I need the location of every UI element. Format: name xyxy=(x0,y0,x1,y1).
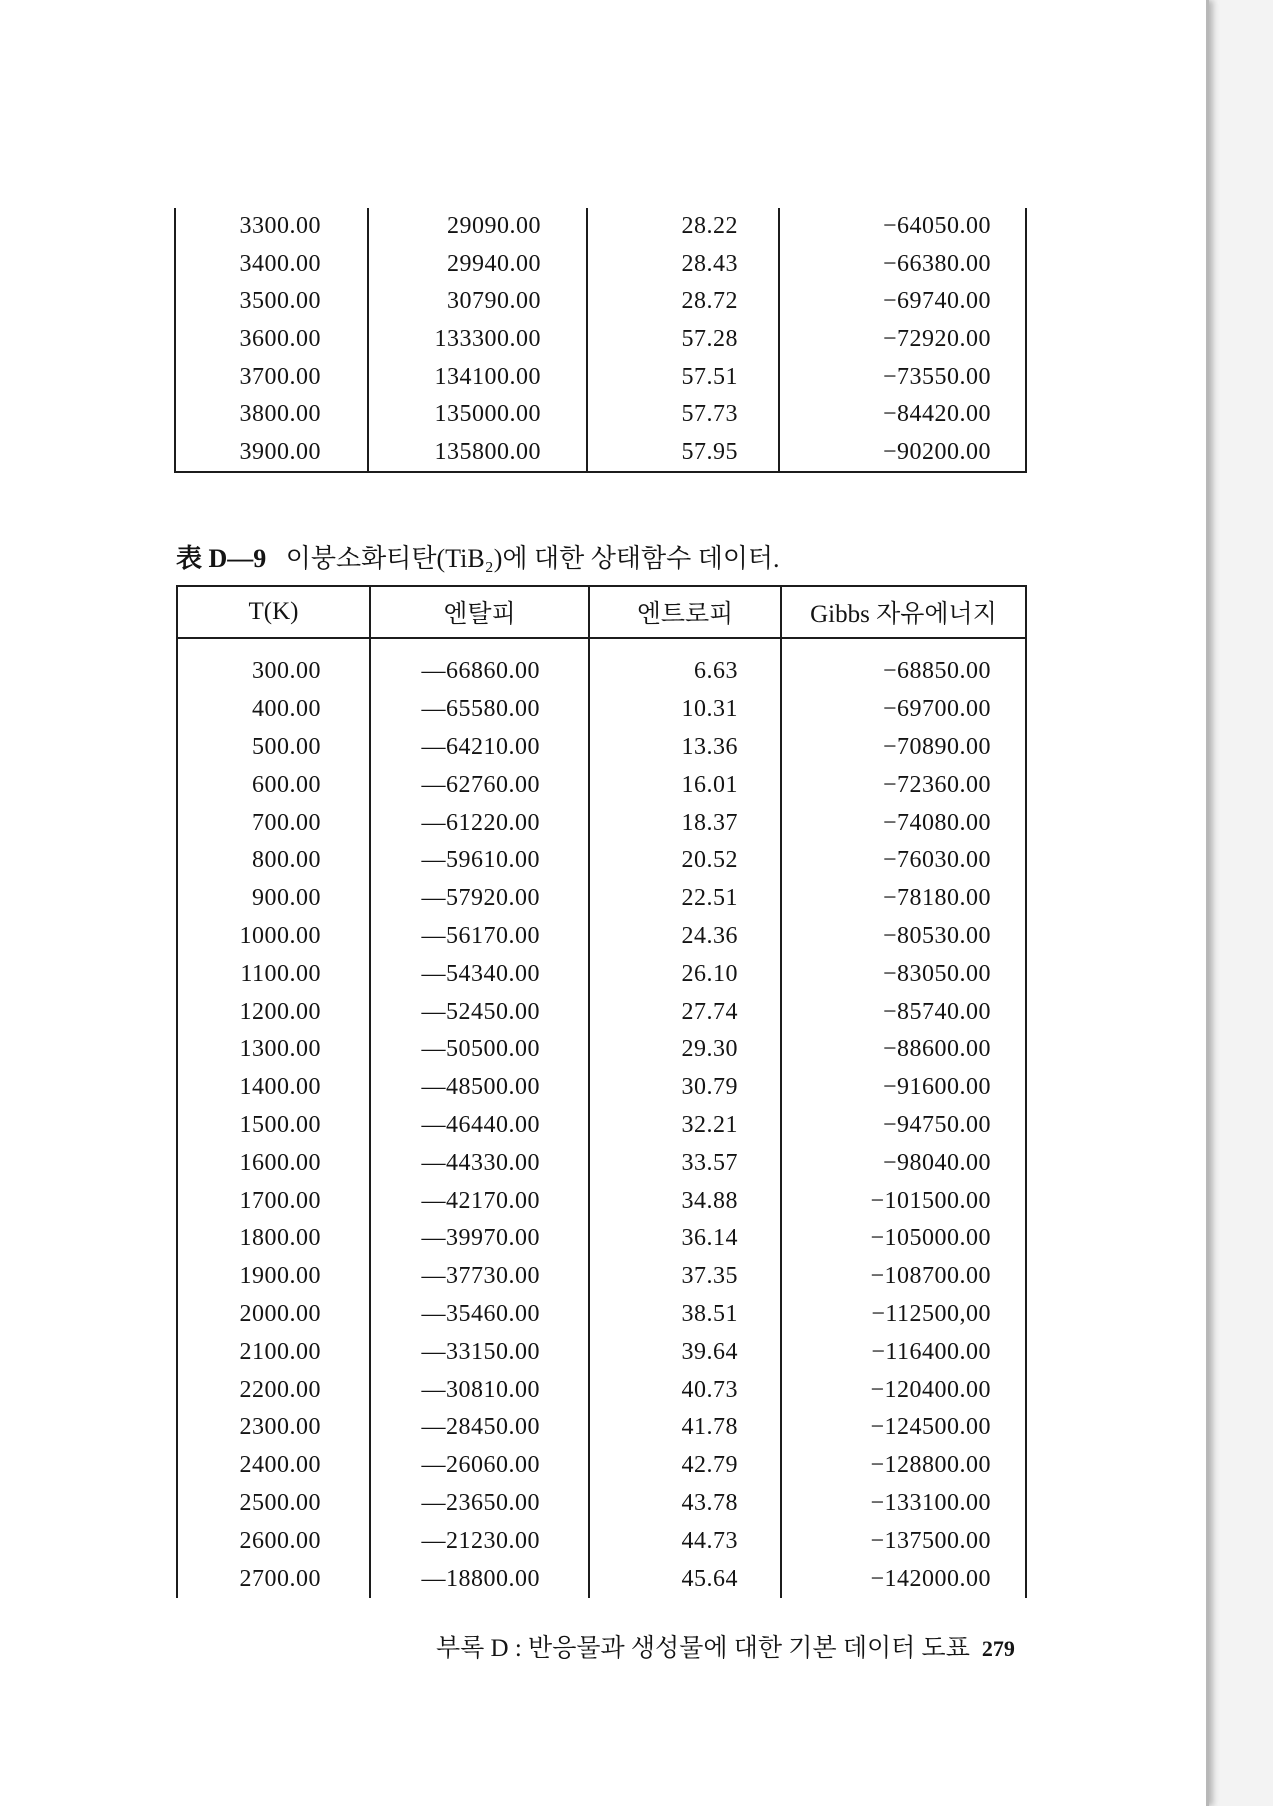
table-row xyxy=(177,1296,1026,1334)
table-row xyxy=(177,880,1026,918)
footer-text: 부록 D : 반응물과 생성물에 대한 기본 데이터 도표 xyxy=(436,1635,970,1662)
enthalpy-cell: 29090.00 xyxy=(368,208,587,246)
temperature-cell: 700.00 xyxy=(177,804,370,842)
top-data-table xyxy=(174,208,1027,473)
temperature-cell: 2300.00 xyxy=(177,1409,370,1447)
table-row xyxy=(175,358,1026,396)
gibbs-cell: −98040.00 xyxy=(882,1149,991,1176)
enthalpy-cell: —57920.00 xyxy=(370,880,589,918)
caption-label: 表 D—9 xyxy=(176,544,267,573)
header-temperature: T(K) xyxy=(177,586,370,638)
gibbs-cell: −78180.00 xyxy=(882,885,991,912)
temperature-cell: 600.00 xyxy=(177,766,370,804)
enthalpy-cell: —30810.00 xyxy=(370,1371,589,1409)
gibbs-cell: −94750.00 xyxy=(882,1111,991,1138)
entropy-cell: 29.30 xyxy=(589,1031,781,1069)
enthalpy-cell: —23650.00 xyxy=(370,1485,589,1523)
entropy-cell: 16.01 xyxy=(589,766,781,804)
enthalpy-cell: 135000.00 xyxy=(368,396,587,434)
entropy-cell: 57.95 xyxy=(587,434,779,473)
gibbs-cell: −105000.00 xyxy=(870,1225,991,1252)
gibbs-cell: −128800.00 xyxy=(870,1452,991,1479)
enthalpy-cell: —28450.00 xyxy=(370,1409,589,1447)
gibbs-cell: −69740.00 xyxy=(882,288,991,315)
gibbs-cell: −70890.00 xyxy=(882,733,991,760)
header-entropy: 엔트로피 xyxy=(589,586,781,638)
caption-text: 이붕소화티탄(TiB₂)에 대한 상태함수 데이터. xyxy=(285,544,780,573)
table-row xyxy=(177,804,1026,842)
temperature-cell: 1400.00 xyxy=(177,1069,370,1107)
entropy-cell: 13.36 xyxy=(589,729,781,767)
header-enthalpy: 엔탈피 xyxy=(370,586,589,638)
temperature-cell: 1000.00 xyxy=(177,918,370,956)
table-row xyxy=(177,1031,1026,1069)
gibbs-cell: −124500.00 xyxy=(870,1414,991,1441)
tib2-data-table xyxy=(176,585,1027,1598)
enthalpy-cell: —42170.00 xyxy=(370,1182,589,1220)
main-table-body xyxy=(177,638,1026,1598)
temperature-cell: 2600.00 xyxy=(177,1522,370,1560)
entropy-cell: 45.64 xyxy=(589,1560,781,1598)
gibbs-cell: −68850.00 xyxy=(882,658,991,685)
temperature-cell: 900.00 xyxy=(177,880,370,918)
enthalpy-cell: —37730.00 xyxy=(370,1258,589,1296)
enthalpy-cell: 133300.00 xyxy=(368,321,587,359)
gibbs-cell: −90200.00 xyxy=(882,438,991,465)
temperature-cell: 2100.00 xyxy=(177,1333,370,1371)
temperature-cell: 1600.00 xyxy=(177,1144,370,1182)
temperature-cell: 3500.00 xyxy=(175,283,368,321)
entropy-cell: 33.57 xyxy=(589,1144,781,1182)
temperature-cell: 3700.00 xyxy=(175,358,368,396)
enthalpy-cell: —26060.00 xyxy=(370,1447,589,1485)
temperature-cell: 2700.00 xyxy=(177,1560,370,1598)
enthalpy-cell: —39970.00 xyxy=(370,1220,589,1258)
enthalpy-cell: —52450.00 xyxy=(370,993,589,1031)
entropy-cell: 41.78 xyxy=(589,1409,781,1447)
enthalpy-cell: —59610.00 xyxy=(370,842,589,880)
table-row xyxy=(177,1371,1026,1409)
header-gibbs: Gibbs 자유에너지 xyxy=(781,586,1026,638)
temperature-cell: 1800.00 xyxy=(177,1220,370,1258)
enthalpy-cell: —65580.00 xyxy=(370,691,589,729)
temperature-cell: 1200.00 xyxy=(177,993,370,1031)
table-row xyxy=(177,766,1026,804)
page-footer xyxy=(436,1628,1015,1664)
entropy-cell: 26.10 xyxy=(589,955,781,993)
enthalpy-cell: —18800.00 xyxy=(370,1560,589,1598)
gibbs-cell: −84420.00 xyxy=(882,401,991,428)
entropy-cell: 43.78 xyxy=(589,1485,781,1523)
gibbs-cell: −80530.00 xyxy=(882,922,991,949)
entropy-cell: 20.52 xyxy=(589,842,781,880)
enthalpy-cell: 135800.00 xyxy=(368,434,587,473)
table-row xyxy=(177,1182,1026,1220)
page-number: 279 xyxy=(981,1636,1015,1661)
enthalpy-cell: —46440.00 xyxy=(370,1107,589,1145)
gibbs-cell: −112500,00 xyxy=(871,1300,991,1327)
enthalpy-cell: —61220.00 xyxy=(370,804,589,842)
entropy-cell: 42.79 xyxy=(589,1447,781,1485)
gibbs-cell: −116400.00 xyxy=(871,1338,991,1365)
enthalpy-cell: —44330.00 xyxy=(370,1144,589,1182)
temperature-cell: 1300.00 xyxy=(177,1031,370,1069)
gibbs-cell: −72920.00 xyxy=(882,326,991,353)
table-row xyxy=(177,842,1026,880)
table-row xyxy=(175,246,1026,284)
gibbs-cell: −85740.00 xyxy=(882,998,991,1025)
entropy-cell: 57.73 xyxy=(587,396,779,434)
entropy-cell: 28.72 xyxy=(587,283,779,321)
entropy-cell: 38.51 xyxy=(589,1296,781,1334)
entropy-cell: 24.36 xyxy=(589,918,781,956)
entropy-cell: 57.28 xyxy=(587,321,779,359)
temperature-cell: 3600.00 xyxy=(175,321,368,359)
entropy-cell: 18.37 xyxy=(589,804,781,842)
spacer-row xyxy=(177,638,1026,653)
temperature-cell: 1100.00 xyxy=(177,955,370,993)
gibbs-cell: −101500.00 xyxy=(870,1187,991,1214)
temperature-cell: 3300.00 xyxy=(175,208,368,246)
temperature-cell: 3900.00 xyxy=(175,434,368,473)
enthalpy-cell: —21230.00 xyxy=(370,1522,589,1560)
temperature-cell: 400.00 xyxy=(177,691,370,729)
enthalpy-cell: 29940.00 xyxy=(368,246,587,284)
temperature-cell: 1500.00 xyxy=(177,1107,370,1145)
table-row xyxy=(177,691,1026,729)
temperature-cell: 500.00 xyxy=(177,729,370,767)
enthalpy-cell: —66860.00 xyxy=(370,653,589,691)
table-row xyxy=(175,434,1026,473)
gibbs-cell: −83050.00 xyxy=(882,960,991,987)
gibbs-cell: −66380.00 xyxy=(882,250,991,277)
table-row xyxy=(177,1522,1026,1560)
table-row xyxy=(177,1144,1026,1182)
table-row xyxy=(177,1485,1026,1523)
gibbs-cell: −76030.00 xyxy=(882,847,991,874)
table-row xyxy=(175,321,1026,359)
gibbs-cell: −91600.00 xyxy=(882,1074,991,1101)
entropy-cell: 30.79 xyxy=(589,1069,781,1107)
enthalpy-cell: —54340.00 xyxy=(370,955,589,993)
entropy-cell: 32.21 xyxy=(589,1107,781,1145)
table-row xyxy=(177,729,1026,767)
temperature-cell: 3800.00 xyxy=(175,396,368,434)
temperature-cell: 1900.00 xyxy=(177,1258,370,1296)
enthalpy-cell: —64210.00 xyxy=(370,729,589,767)
temperature-cell: 2500.00 xyxy=(177,1485,370,1523)
gibbs-cell: −88600.00 xyxy=(882,1036,991,1063)
header-row xyxy=(177,586,1026,638)
temperature-cell: 800.00 xyxy=(177,842,370,880)
enthalpy-cell: —56170.00 xyxy=(370,918,589,956)
enthalpy-cell: —33150.00 xyxy=(370,1333,589,1371)
enthalpy-cell: —48500.00 xyxy=(370,1069,589,1107)
table-row xyxy=(177,993,1026,1031)
enthalpy-cell: 30790.00 xyxy=(368,283,587,321)
table-row xyxy=(177,1220,1026,1258)
entropy-cell: 37.35 xyxy=(589,1258,781,1296)
temperature-cell: 2400.00 xyxy=(177,1447,370,1485)
table-row xyxy=(177,1409,1026,1447)
table-row xyxy=(177,653,1026,691)
entropy-cell: 34.88 xyxy=(589,1182,781,1220)
entropy-cell: 10.31 xyxy=(589,691,781,729)
table-row xyxy=(175,283,1026,321)
gibbs-cell: −64050.00 xyxy=(882,213,991,240)
top-table-body xyxy=(175,208,1026,472)
enthalpy-cell: —35460.00 xyxy=(370,1296,589,1334)
table-row xyxy=(177,1447,1026,1485)
table-row xyxy=(177,1258,1026,1296)
table-row xyxy=(175,208,1026,246)
entropy-cell: 40.73 xyxy=(589,1371,781,1409)
gibbs-cell: −74080.00 xyxy=(882,809,991,836)
enthalpy-cell: —62760.00 xyxy=(370,766,589,804)
gibbs-cell: −73550.00 xyxy=(882,363,991,390)
table-row xyxy=(177,1560,1026,1598)
gibbs-cell: −120400.00 xyxy=(870,1376,991,1403)
table-row xyxy=(175,396,1026,434)
entropy-cell: 36.14 xyxy=(589,1220,781,1258)
entropy-cell: 28.43 xyxy=(587,246,779,284)
table-row xyxy=(177,1107,1026,1145)
entropy-cell: 39.64 xyxy=(589,1333,781,1371)
temperature-cell: 2000.00 xyxy=(177,1296,370,1334)
entropy-cell: 6.63 xyxy=(589,653,781,691)
temperature-cell: 1700.00 xyxy=(177,1182,370,1220)
table-row xyxy=(177,918,1026,956)
gibbs-cell: −137500.00 xyxy=(870,1527,991,1554)
enthalpy-cell: —50500.00 xyxy=(370,1031,589,1069)
gibbs-cell: −108700.00 xyxy=(870,1263,991,1290)
entropy-cell: 22.51 xyxy=(589,880,781,918)
entropy-cell: 44.73 xyxy=(589,1522,781,1560)
entropy-cell: 28.22 xyxy=(587,208,779,246)
gibbs-cell: −133100.00 xyxy=(870,1489,991,1516)
gibbs-cell: −72360.00 xyxy=(882,771,991,798)
enthalpy-cell: 134100.00 xyxy=(368,358,587,396)
temperature-cell: 2200.00 xyxy=(177,1371,370,1409)
gibbs-cell: −69700.00 xyxy=(882,696,991,723)
table-row xyxy=(177,955,1026,993)
gibbs-cell: −142000.00 xyxy=(870,1565,991,1592)
temperature-cell: 3400.00 xyxy=(175,246,368,284)
entropy-cell: 27.74 xyxy=(589,993,781,1031)
entropy-cell: 57.51 xyxy=(587,358,779,396)
table-row xyxy=(177,1333,1026,1371)
table-row xyxy=(177,1069,1026,1107)
temperature-cell: 300.00 xyxy=(177,653,370,691)
table-caption xyxy=(176,538,780,575)
